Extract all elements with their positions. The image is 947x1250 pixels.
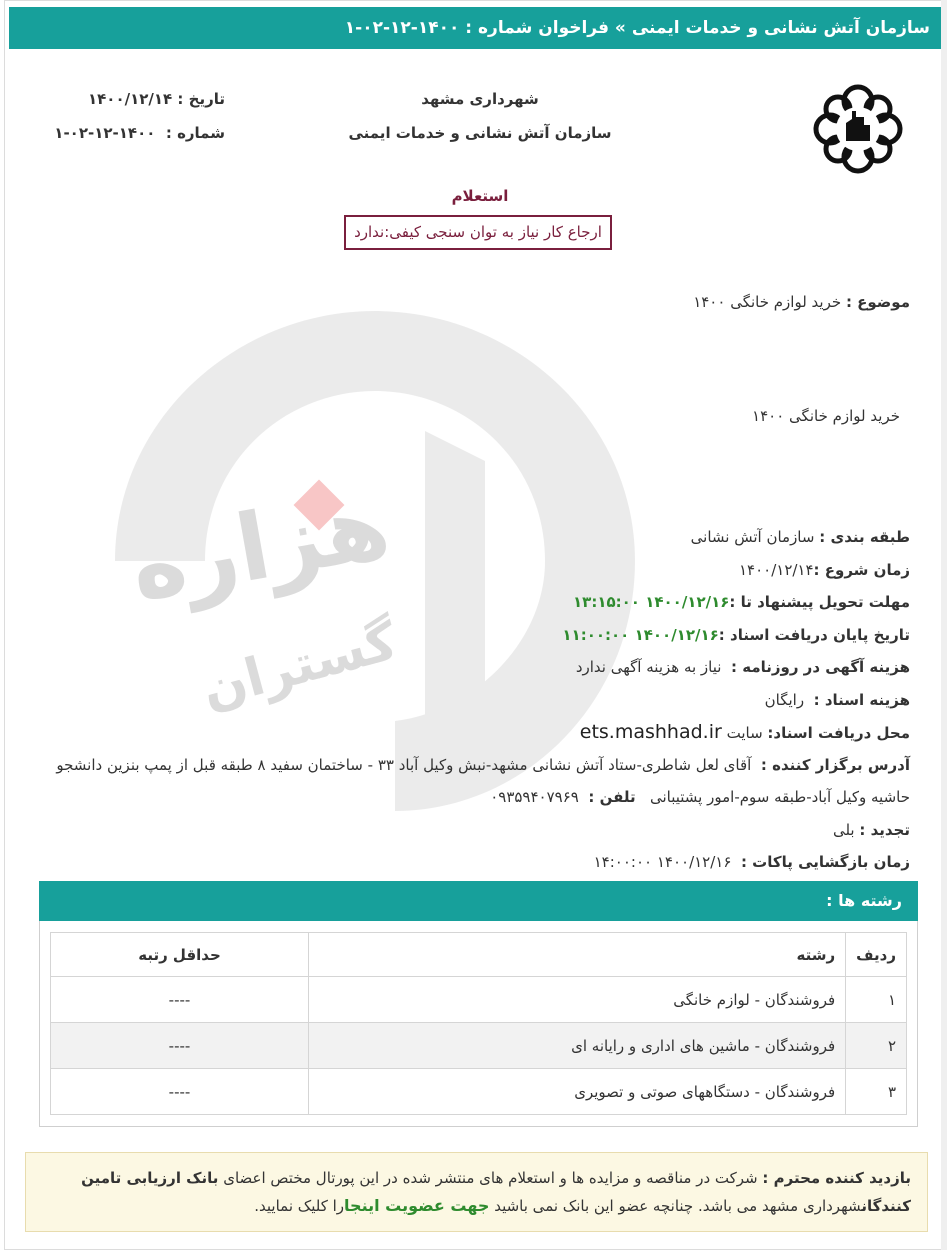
doc-cost-value: رایگان xyxy=(764,690,805,709)
doc-place-prefix: سایت xyxy=(726,724,763,742)
row-field: فروشندگان - لوازم خانگی xyxy=(309,977,846,1023)
number-value: ۱۴۰۰-۱۲-۰۲-۱ xyxy=(54,124,156,142)
ad-cost-row xyxy=(30,651,910,684)
renewal-label: تجدید : xyxy=(859,820,910,839)
subject-label: موضوع : xyxy=(845,293,910,311)
tender-details xyxy=(30,521,910,879)
membership-notice xyxy=(25,1152,928,1232)
description: خرید لوازم خانگی ۱۴۰۰ xyxy=(752,407,900,425)
page xyxy=(4,0,943,1250)
fields-section xyxy=(39,881,918,1127)
col-min-rank: حداقل رتبه xyxy=(51,933,309,977)
address-label: آدرس برگزار کننده : xyxy=(760,755,910,774)
date-value: ۱۴۰۰/۱۲/۱۴ xyxy=(87,90,173,108)
table-row xyxy=(51,1023,907,1069)
col-field: رشته xyxy=(309,933,846,977)
number-label: شماره : xyxy=(165,124,225,142)
opening-label: زمان بازگشایی پاکات : xyxy=(740,853,910,871)
row-field: فروشندگان - دستگاههای صوتی و تصویری xyxy=(309,1069,846,1115)
category-row xyxy=(30,521,910,554)
address-value: آقای لعل شاطری-ستاد آتش نشانی مشهد-نبش وکیل آباد ۳۳ - ساختمان سفید ۸ طبقه قبل از پمپ بنزین دانشجو xyxy=(56,755,752,774)
start-row xyxy=(30,554,910,587)
doc-end-row xyxy=(30,619,910,652)
table-row xyxy=(51,1069,907,1115)
row-min-rank: ---- xyxy=(51,1069,309,1115)
address-line2: حاشیه وکیل آباد-طبقه سوم-امور پشتیبانی xyxy=(649,788,910,806)
category-label: طبقه بندی : xyxy=(819,528,910,546)
watermark-subtext: گستران xyxy=(195,611,404,721)
address-row xyxy=(30,749,910,782)
notice-text-2: شهرداری مشهد می باشد. چنانچه عضو این بانک نمی باشید xyxy=(489,1197,862,1215)
doc-end-value: ۱۴۰۰/۱۲/۱۶ ۱۱:۰۰:۰۰ xyxy=(562,625,719,644)
deadline-row xyxy=(30,586,910,619)
doc-meta xyxy=(45,87,225,155)
doc-place-site-link[interactable]: ets.mashhad.ir xyxy=(579,721,722,743)
phone-value: ۰۹۳۵۹۴۰۷۹۶۹ xyxy=(490,788,579,806)
row-number: ۲ xyxy=(846,1023,907,1069)
renewal-row xyxy=(30,814,910,847)
notice-bank-name: بانک ارزیابی تامین کنندگان xyxy=(81,1169,911,1215)
opening-value: ۱۴۰۰/۱۲/۱۶ ۱۴:۰۰:۰۰ xyxy=(593,853,732,871)
document-type: استعلام xyxy=(451,187,509,205)
doc-place-row xyxy=(30,716,910,749)
notice-text-3: را کلیک نمایید. xyxy=(254,1197,345,1215)
membership-link[interactable]: جهت عضویت اینجا xyxy=(344,1196,490,1215)
notice-heading: بازدید کننده محترم : xyxy=(762,1169,911,1187)
phone-label: تلفن : xyxy=(588,788,636,806)
subject-line xyxy=(693,293,910,311)
renewal-value: بلی xyxy=(832,820,855,839)
scrollbar[interactable] xyxy=(941,0,947,1250)
doc-end-label: تاریخ پایان دریافت اسناد : xyxy=(718,625,910,644)
assessment-badge: ارجاع کار نیاز به توان سنجی کیفی:ندارد xyxy=(344,215,612,250)
date-line xyxy=(45,87,225,121)
notice-text-1: شرکت در مناقصه و مزایده ها و استعلام های منتشر شده در این پورتال مختص اعضای xyxy=(218,1169,763,1187)
municipality-name: شهرداری مشهد xyxy=(421,90,539,108)
row-number: ۱ xyxy=(846,977,907,1023)
org-heading xyxy=(335,87,625,155)
deadline-label: مهلت تحویل پیشنهاد تا : xyxy=(729,593,910,611)
opening-row xyxy=(30,846,910,879)
watermark-text: هزاره xyxy=(122,471,398,622)
organization-name: سازمان آتش نشانی و خدمات ایمنی xyxy=(348,124,612,142)
address-line2-row xyxy=(30,781,910,814)
category-value: سازمان آتش نشانی xyxy=(690,528,815,546)
table-row xyxy=(51,977,907,1023)
start-value: ۱۴۰۰/۱۲/۱۴ xyxy=(738,560,814,579)
number-line xyxy=(45,121,225,155)
col-row-number: ردیف xyxy=(846,933,907,977)
doc-cost-label: هزینه اسناد : xyxy=(813,690,910,709)
start-label: زمان شروع : xyxy=(813,560,910,579)
row-min-rank: ---- xyxy=(51,1023,309,1069)
date-label: تاریخ : xyxy=(177,90,225,108)
fields-table xyxy=(50,932,907,1115)
table-header-row xyxy=(51,933,907,977)
mashhad-municipality-logo xyxy=(810,81,906,177)
ad-cost-value: نیاز به هزینه آگهی ندارد xyxy=(575,658,722,676)
row-field: فروشندگان - ماشین های اداری و رایانه ای xyxy=(309,1023,846,1069)
row-min-rank: ---- xyxy=(51,977,309,1023)
page-header: سازمان آتش نشانی و خدمات ایمنی » فراخوان شماره : ۱۴۰۰-۱۲-۰۲-۱ xyxy=(9,7,943,49)
deadline-value: ۱۴۰۰/۱۲/۱۶ ۱۳:۱۵:۰۰ xyxy=(573,593,730,611)
fields-section-title: رشته ها : xyxy=(39,881,918,921)
row-number: ۳ xyxy=(846,1069,907,1115)
doc-place-label: محل دریافت اسناد: xyxy=(767,724,910,742)
ad-cost-label: هزینه آگهی در روزنامه : xyxy=(731,658,910,676)
subject-value: خرید لوازم خانگی ۱۴۰۰ xyxy=(693,293,842,311)
doc-cost-row xyxy=(30,684,910,717)
